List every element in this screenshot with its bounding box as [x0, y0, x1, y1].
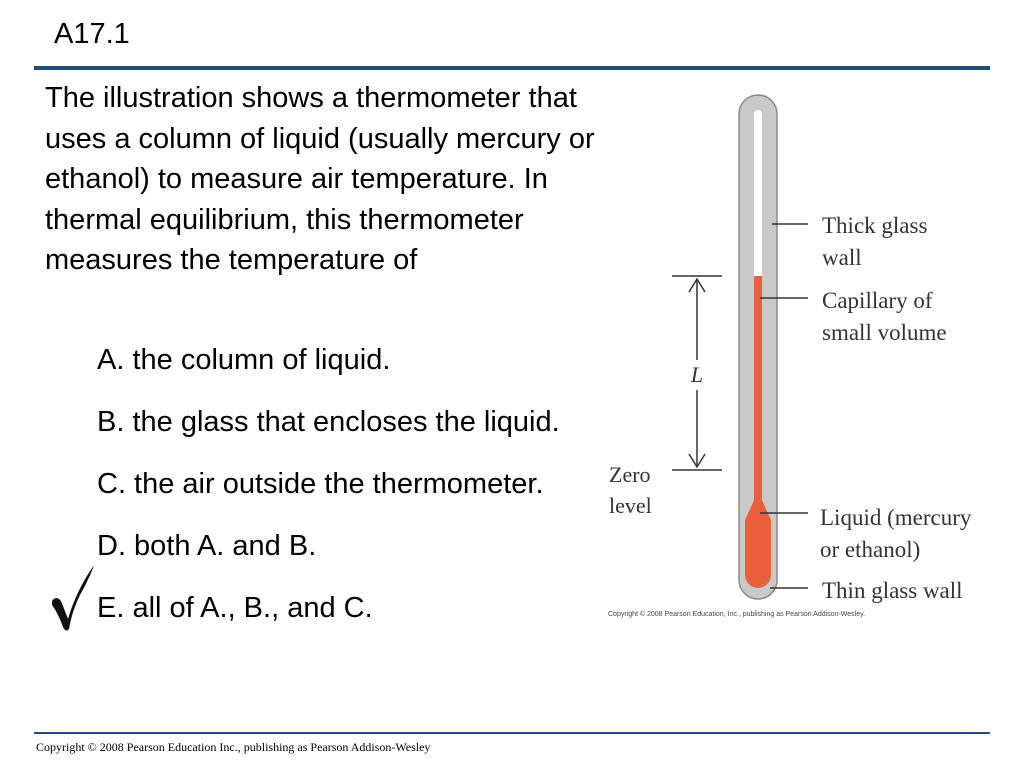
l-arrow-up [689, 279, 705, 292]
label-zero-2: level [609, 493, 652, 518]
footer-divider [34, 732, 990, 734]
label-thick-glass-2: wall [822, 245, 862, 270]
label-thin-glass: Thin glass wall [822, 578, 963, 603]
thermometer-outer-glass [739, 95, 777, 599]
label-zero-1: Zero [609, 462, 651, 487]
title-divider [34, 66, 990, 70]
l-label: L [690, 362, 704, 387]
option-d: D. both A. and B. [97, 530, 317, 562]
option-b: B. the glass that encloses the liquid. [97, 406, 560, 438]
slide-title: A17.1 [54, 18, 130, 50]
diagram-copyright: Copyright © 2008 Pearson Education, Inc., publishing as Pearson Addison-Wesley. [608, 611, 866, 618]
option-a: A. the column of liquid. [97, 344, 391, 376]
label-capillary-2: small volume [822, 320, 947, 345]
checkmark-icon [50, 563, 96, 633]
thermometer-inner-channel [745, 110, 771, 588]
footer-copyright: Copyright © 2008 Pearson Education Inc., publishing as Pearson Addison-Wesley [36, 740, 431, 754]
label-liquid-2: or ethanol) [820, 537, 921, 562]
label-liquid-1: Liquid (mercury [820, 505, 972, 530]
label-capillary-1: Capillary of [822, 288, 933, 313]
label-thick-glass-1: Thick glass [822, 213, 928, 238]
option-e: E. all of A., B., and C. [97, 592, 373, 624]
question-text: The illustration shows a thermometer that uses a column of liquid (usually mercury or ethanol) to measure air temperature. In thermal equilibrium, this thermometer measures the temperature of [45, 82, 595, 276]
liquid-column [745, 276, 771, 588]
option-c: C. the air outside the thermometer. [97, 468, 544, 500]
l-arrow-down [689, 454, 705, 467]
